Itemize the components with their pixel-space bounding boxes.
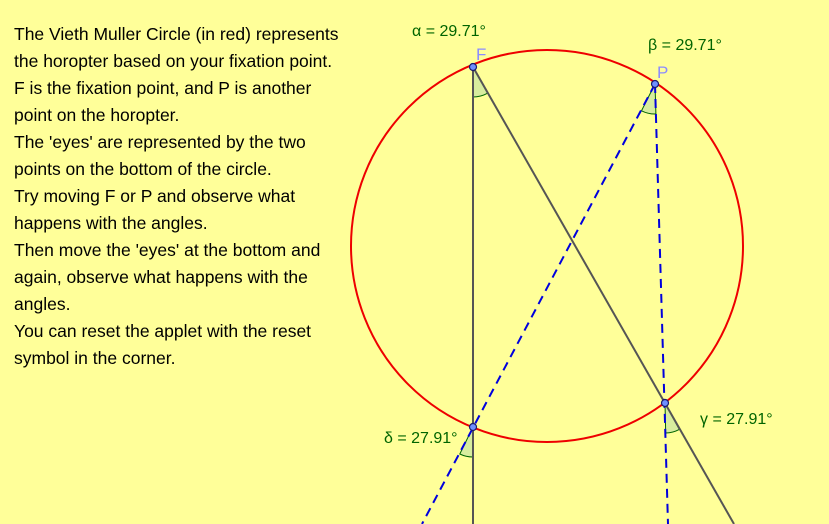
alpha-angle-label: α = 29.71° xyxy=(412,23,486,40)
gamma-angle-label: γ = 27.91° xyxy=(700,411,773,428)
right-eye-to-f-line xyxy=(473,67,734,524)
beta-angle-label: β = 29.71° xyxy=(648,37,722,54)
vieth-muller-circle xyxy=(351,50,743,442)
instruction-line: angles. xyxy=(14,294,71,314)
instruction-line: Then move the 'eyes' at the bottom and xyxy=(14,240,321,260)
instruction-line: points on the bottom of the circle. xyxy=(14,159,272,179)
fixation-point-f[interactable] xyxy=(470,64,477,71)
instruction-line: The 'eyes' are represented by the two xyxy=(14,132,306,152)
left-eye-to-p-line xyxy=(422,84,655,524)
instruction-line: symbol in the corner. xyxy=(14,348,176,368)
point-p-label: P xyxy=(657,63,669,82)
instruction-line: point on the horopter. xyxy=(14,105,180,125)
point-f-label: F xyxy=(476,45,487,64)
delta-angle-label: δ = 27.91° xyxy=(384,430,458,447)
instruction-line: Try moving F or P and observe what xyxy=(14,186,296,206)
instruction-line: The Vieth Muller Circle (in red) represents xyxy=(14,24,339,44)
right-eye-point[interactable] xyxy=(662,400,669,407)
instruction-line: again, observe what happens with the xyxy=(14,267,308,287)
instruction-line: happens with the angles. xyxy=(14,213,208,233)
right-eye-to-p-line xyxy=(655,84,668,524)
instruction-line: the horopter based on your fixation point. xyxy=(14,51,333,71)
instruction-line: F is the fixation point, and P is another xyxy=(14,78,312,98)
instruction-line: You can reset the applet with the reset xyxy=(14,321,312,341)
left-eye-point[interactable] xyxy=(470,424,477,431)
